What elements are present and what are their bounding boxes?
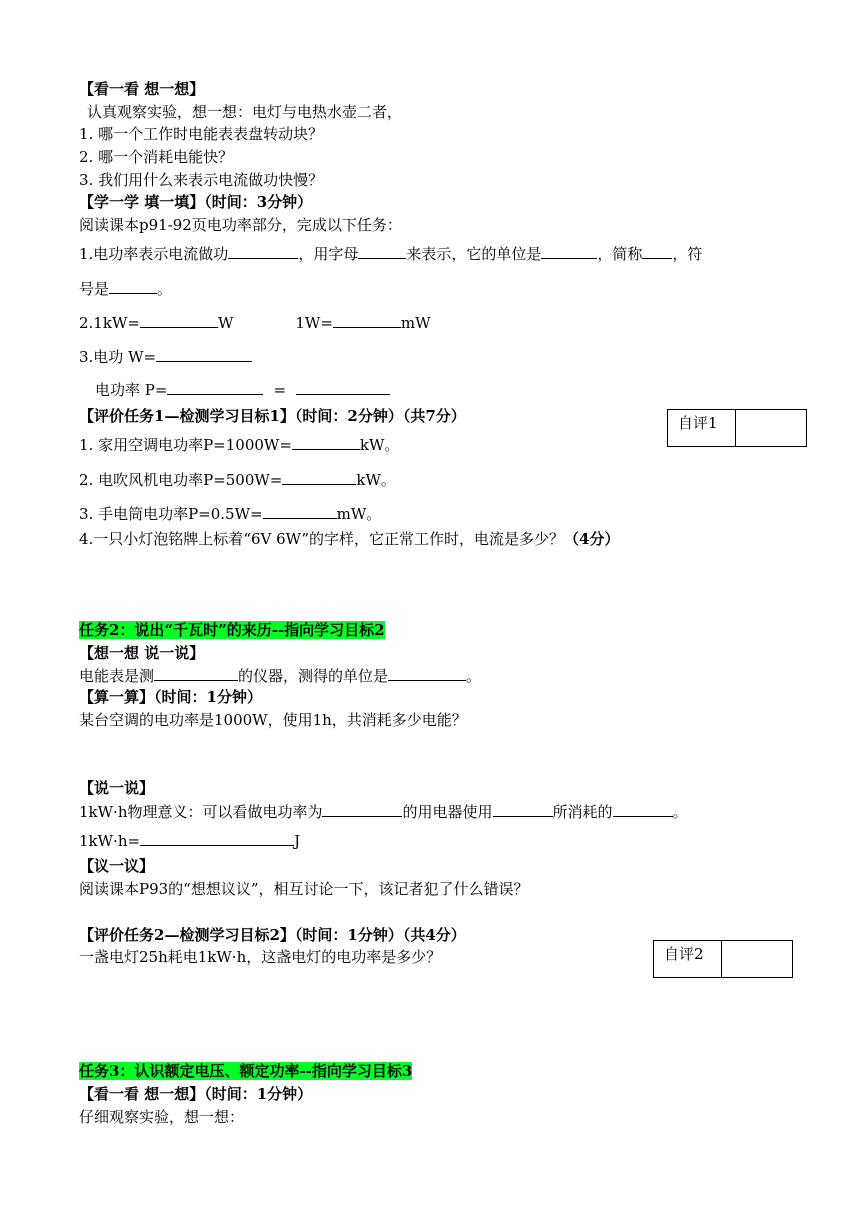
fill-text: ，符	[672, 245, 703, 263]
task-2-title	[79, 620, 385, 640]
self-eval-label: 自评1	[668, 410, 736, 446]
eval-1-title: 【评价任务1—检测学习目标1】（时间：2分钟）（共7分）	[79, 407, 466, 425]
task-3-heading: 任务3：认识额定电压、额定功率--指向学习目标3	[79, 1062, 413, 1080]
question-3: 3. 我们用什么来表示电流做功快慢？	[79, 171, 324, 189]
blank-field[interactable]	[263, 503, 337, 519]
blank-field[interactable]	[282, 469, 356, 485]
fill-text: mW	[400, 314, 431, 332]
blank-field[interactable]	[156, 346, 252, 362]
fill-text: 2. 电吹风机电功率P=500W=	[79, 471, 283, 489]
self-eval-score-cell[interactable]	[722, 941, 792, 977]
kwh-meaning-line	[79, 801, 688, 822]
fill-text: 1. 家用空调电功率P=1000W=	[79, 436, 292, 454]
task-2-heading: 任务2：说出“千瓦时”的来历--指向学习目标2	[79, 621, 385, 639]
fill-line-2	[79, 312, 431, 333]
calc-time: （时间：1分钟）	[154, 688, 262, 706]
blank-field[interactable]	[292, 434, 360, 450]
fill-text: mW。	[336, 505, 382, 523]
task-3-intro: 仔细观察实验，想一想：	[79, 1108, 245, 1126]
blank-field[interactable]	[358, 243, 406, 259]
meter-fill-line	[79, 665, 481, 686]
fill-line-3	[79, 346, 252, 367]
think-say-title: 【想一想 说一说】	[79, 644, 205, 662]
blank-field[interactable]	[109, 278, 157, 294]
fill-text: kW。	[356, 471, 396, 489]
fill-text: 的用电器使用	[402, 803, 493, 821]
calc-question: 某台空调的电功率是1000W，使用1h，共消耗多少电能？	[79, 711, 467, 729]
intro-text: 认真观察实验，想一想：电灯与电热水壶二者，	[87, 103, 403, 121]
question-2: 2. 哪一个消耗电能快？	[79, 148, 234, 166]
fill-text: ，简称	[597, 245, 643, 263]
blank-field[interactable]	[642, 243, 672, 259]
calc-heading: 【算一算】	[79, 688, 155, 706]
eval-2-title: 【评价任务2—检测学习目标2】（时间：1分钟）（共4分）	[79, 926, 466, 944]
blank-field[interactable]	[388, 665, 466, 681]
blank-field[interactable]	[296, 379, 390, 395]
fill-text: 电功率 P=	[95, 381, 168, 399]
fill-text: 1kW·h=	[79, 832, 141, 850]
eval-1-q1	[79, 434, 399, 455]
fill-text: kW。	[359, 436, 400, 454]
fill-text: 。	[157, 280, 173, 298]
blank-field[interactable]	[140, 312, 218, 328]
fill-text: 1W=	[295, 314, 333, 332]
score-text: （4分）	[564, 530, 620, 548]
fill-text: J	[294, 832, 301, 850]
fill-text: 3.电功 W=	[79, 348, 157, 366]
task-3-subtitle: 【看一看 想一想】（时间：1分钟）	[79, 1085, 313, 1103]
blank-field[interactable]	[167, 379, 263, 395]
say-title: 【说一说】	[79, 779, 155, 797]
fill-text: 号是	[79, 280, 110, 298]
fill-text: 。	[672, 803, 688, 821]
fill-text: 1.电功率表示电流做功	[79, 245, 229, 263]
fill-text: 电能表是测	[79, 667, 155, 685]
fill-line-3-power	[95, 379, 390, 400]
blank-field[interactable]	[228, 243, 298, 259]
section-title-learn-fill: 【学一学 填一填】（时间：3分钟）	[79, 193, 313, 211]
blank-field[interactable]	[154, 665, 238, 681]
blank-field[interactable]	[333, 312, 401, 328]
self-eval-label: 自评2	[654, 941, 722, 977]
fill-line-1	[79, 243, 702, 264]
fill-text: =	[273, 381, 287, 399]
section-title-look-think: 【看一看 想一想】	[79, 80, 205, 98]
task-3-title	[79, 1061, 412, 1081]
calc-title	[79, 687, 262, 707]
discuss-title: 【议一议】	[79, 857, 155, 875]
eval-1-q3	[79, 503, 381, 524]
blank-field[interactable]	[541, 243, 597, 259]
self-eval-box-1	[667, 409, 807, 447]
discuss-question: 阅读课本P93的“想想议议”，相互讨论一下，该记者犯了什么错误？	[79, 880, 529, 898]
blank-field[interactable]	[493, 801, 553, 817]
blank-field[interactable]	[322, 801, 402, 817]
blank-field[interactable]	[140, 830, 294, 846]
self-eval-score-cell[interactable]	[736, 410, 806, 446]
eval-2-question: 一盏电灯25h耗电1kW·h，这盏电灯的电功率是多少？	[79, 948, 442, 966]
fill-text: 2.1kW=	[79, 314, 140, 332]
fill-line-1-cont	[79, 278, 172, 299]
blank-field[interactable]	[613, 801, 673, 817]
eval-1-q4	[79, 529, 619, 549]
fill-text: 所消耗的	[552, 803, 613, 821]
question-text: 4.一只小灯泡铭牌上标着“6V 6W”的字样，它正常工作时，电流是多少？	[79, 530, 565, 548]
fill-text: 。	[466, 667, 482, 685]
eval-1-q2	[79, 469, 396, 490]
question-1: 1. 哪一个工作时电能表表盘转动块？	[79, 125, 324, 143]
kwh-conversion-line	[79, 830, 300, 851]
reading-instruction: 阅读课本p91-92页电功率部分，完成以下任务：	[79, 216, 402, 234]
fill-text: 1kW·h物理意义：可以看做电功率为	[79, 803, 323, 821]
self-eval-box-2	[653, 940, 793, 978]
fill-text: 的仪器，测得的单位是	[238, 667, 389, 685]
fill-text: ，用字母	[298, 245, 359, 263]
fill-text: 3. 手电筒电功率P=0.5W=	[79, 505, 263, 523]
fill-text: 来表示，它的单位是	[406, 245, 542, 263]
fill-text: W	[217, 314, 234, 332]
